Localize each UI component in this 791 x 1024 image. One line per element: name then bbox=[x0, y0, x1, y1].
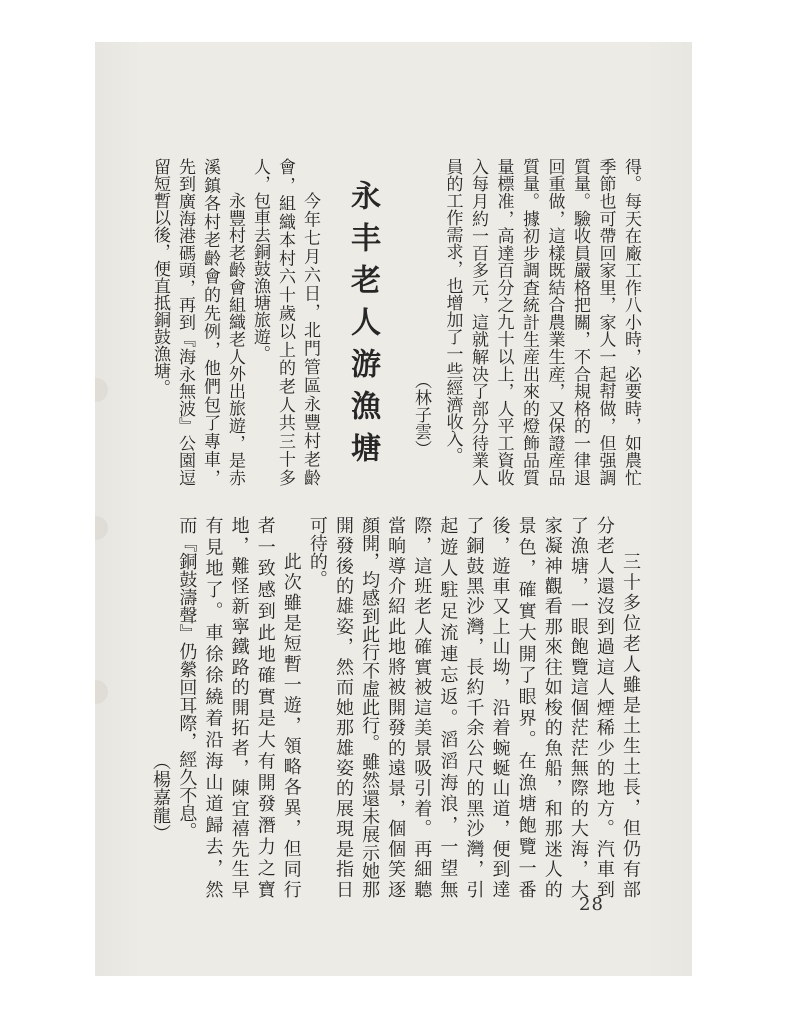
article-continued-column: 後，遊車又上山坳，沿着蜿蜒山道，便到達 bbox=[489, 516, 511, 898]
article-continued-column: 當晌導介紹此地將被開發的遠景，個個笑逐 bbox=[385, 516, 407, 898]
article-continued-column: 三十多位老人雖是土生土長，但仍有部 bbox=[620, 552, 641, 898]
article-main-column: 溪鎮各村老齡會的先例，他們包了專車， bbox=[200, 158, 220, 486]
article-main-column: 留短暫以後，便直抵銅鼓漁塘。 bbox=[150, 158, 170, 396]
article-continued-column: 起遊人駐足流連忘返。滔滔海浪，一望無 bbox=[437, 516, 459, 898]
article-main-column: 先到廣海港碼頭，再到『海永無波』公園逗 bbox=[175, 158, 195, 486]
article-top-column: 量標准，高達百分之九十以上，人平工資收 bbox=[493, 158, 514, 486]
article-continued-byline: （楊嘉龍） bbox=[150, 752, 171, 842]
article-top-column: 得。每天在廠工作八小時，必要時，如農忙 bbox=[621, 158, 641, 486]
article-top-column: 入每月約一百多元，這就解决了部分待業人 bbox=[468, 158, 488, 486]
article-continued-column: 此次雖是短暫一遊，領略各異，但同行 bbox=[280, 552, 302, 898]
article-main-body bbox=[147, 158, 322, 486]
article-continued-column: 地，難怪新寧鐵路的開拓者，陳宜禧先生早 bbox=[228, 516, 250, 898]
article-top-column: 質量。驗收員嚴格把關，不合規格的一律退 bbox=[570, 158, 590, 486]
article-continued-column: 可待的。 bbox=[306, 516, 328, 588]
article-top-body bbox=[439, 158, 643, 486]
article-top-column: 員的工作需求，也增加了一些經濟收入。 bbox=[442, 158, 463, 464]
article-main-column: 會，組織本村六十歲以上的老人共三十多 bbox=[275, 158, 295, 486]
article-top-byline: （林子雲） bbox=[411, 372, 431, 457]
article-continued-column: 者一致感到此地確實是大有開發潛力之寶 bbox=[254, 516, 276, 898]
article-continued-column: 分老人還沒到過這人煙稀少的地方。汽車到 bbox=[593, 516, 615, 898]
article-top-column: 質量。據初步調査統計生産出來的燈飾品質 bbox=[519, 158, 539, 486]
article-continued-column: 顔開，均感到此行不虛此行。雖然還未展示她那 bbox=[359, 516, 381, 898]
article-top-column: 回重做，這樣既結合農業生産，又保證産品 bbox=[544, 158, 565, 486]
article-main-column: 永豐村老齡會組織老人外出旅遊，是赤 bbox=[225, 192, 245, 486]
article-continued-column: 了漁塘，一眼飽覽這個茫茫無際的大海，大 bbox=[567, 516, 589, 898]
article-main-column: 人，包車去銅鼓漁塘旅遊。 bbox=[250, 158, 270, 362]
article-continued-body bbox=[173, 516, 643, 898]
article-continued-column: 家凝神觀看那來往如梭的魚船，和那迷人的 bbox=[541, 516, 563, 898]
page-number: 28 bbox=[579, 894, 604, 915]
article-continued-column: 景色，確實大開了眼界。在漁塘飽覽一番 bbox=[515, 516, 537, 898]
article-continued-column: 而『銅鼓濤聲』仍縈回耳際，經久不息。 bbox=[176, 516, 198, 840]
article-top-column: 季節也可帶回家里，家人一起幇做，但强調 bbox=[595, 158, 616, 486]
article-main-column: 今年七月六日，北門管區永豐村老齡 bbox=[300, 192, 320, 486]
article-continued-column: 了銅鼓黑沙灣，長約千余公尺的黑沙灣，引 bbox=[463, 516, 485, 898]
article-continued-column: 有見地了。車徐徐繞着沿海山道歸去，然 bbox=[202, 516, 224, 898]
article-title: 永丰老人游漁塘 bbox=[345, 180, 380, 462]
article-continued-column: 際，這班老人確實被這美景吸引着。再細聽 bbox=[411, 516, 433, 898]
article-continued-column: 開發後的雄姿，然而她那雄姿的展現是指日 bbox=[332, 516, 354, 898]
